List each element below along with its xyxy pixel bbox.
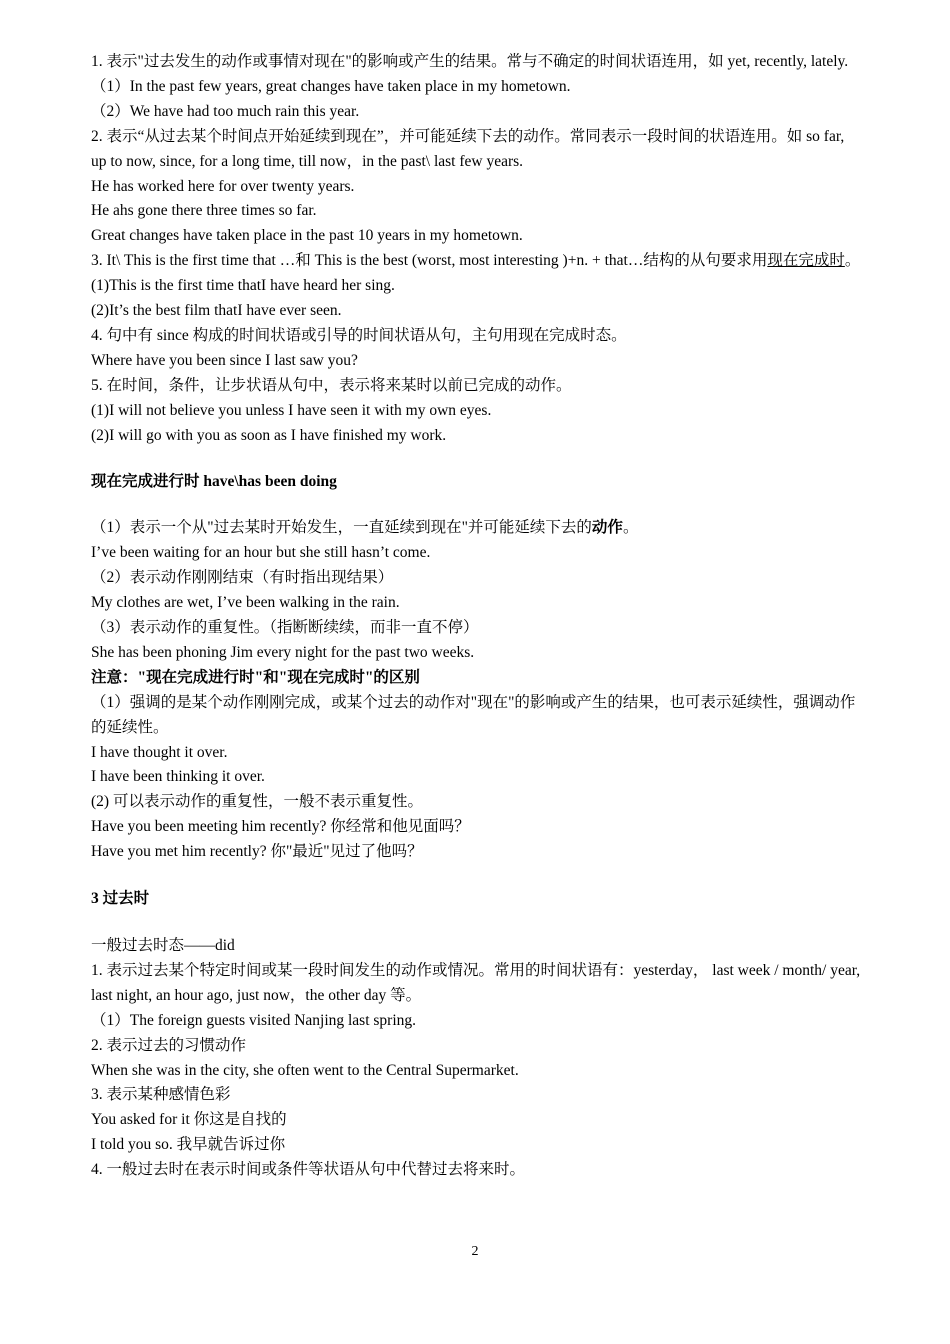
ppc-point1-end: 。: [622, 519, 639, 537]
pp-item2-example2: He ahs gone there three times so far.: [91, 202, 317, 220]
spacer: [91, 495, 861, 517]
ppc-point2: （2）表示动作刚刚结束（有时指出现结果）: [91, 569, 394, 587]
past-item3: 3. 表示某种感情色彩: [91, 1086, 231, 1104]
pp-item2-example3: Great changes have taken place in the past 10 years in my hometown.: [91, 227, 523, 245]
pp-item3-text: 3. It\ This is the first time that …和 This is the best (worst, most interesting )+n. + that…结构的从句要求用: [91, 252, 768, 270]
ppc-point1-example: I’ve been waiting for an hour but she still hasn’t come.: [91, 544, 431, 562]
ppc-note1: （1）强调的是某个动作刚刚完成，或某个过去的动作对"现在"的影响或产生的结果，也可表示延续性，强调动作的延续性。: [91, 693, 856, 736]
ppc-note2: (2) 可以表示动作的重复性，一般不表示重复性。: [91, 793, 423, 811]
past-item1-example: （1）The foreign guests visited Nanjing last spring.: [91, 1011, 417, 1029]
past-item1: 1. 表示过去某个特定时间或某一段时间发生的动作或情况。常用的时间状语有：yesterday， last week / month/ year, last night, an hour ago, just now，the other day 等。: [91, 961, 861, 1004]
pp-item5-example1: (1)I will not believe you unless I have seen it with my own eyes.: [91, 401, 492, 419]
pp-item1-example1: （1）In the past few years, great changes have taken place in my hometown.: [91, 77, 571, 95]
ppc-note-heading: 注意："现在完成进行时"和"现在完成时"的区别: [91, 668, 420, 686]
past-subheading: 一般过去时态——did: [91, 937, 235, 954]
ppc-note2-example1: Have you been meeting him recently? 你经常和他见面吗？: [91, 818, 470, 836]
past-item3-example2: I told you so. 我早就告诉过你: [91, 1136, 286, 1154]
pp-item5: 5. 在时间，条件，让步状语从句中，表示将来某时以前已完成的动作。: [91, 376, 572, 394]
pp-item4: 4. 句中有 since 构成的时间状语或引导的时间状语从句，主句用现在完成时态。: [91, 326, 627, 344]
past-heading: 3 过去时: [91, 890, 150, 908]
spacer: [91, 865, 861, 887]
ppc-point1: [91, 516, 861, 541]
pp-item3-end: 。: [844, 252, 861, 270]
ppc-heading: 现在完成进行时 have\has been doing: [91, 473, 337, 490]
ppc-point3: （3）表示动作的重复性。（指断断续续，而非一直不停）: [91, 619, 479, 637]
pp-item3-example2: (2)It’s the best film thatI have ever seen.: [91, 302, 342, 320]
pp-item4-example1: Where have you been since I last saw you?: [91, 351, 358, 369]
ppc-point3-example: She has been phoning Jim every night for the past two weeks.: [91, 643, 475, 661]
page-content: [91, 50, 861, 1183]
ppc-note2-example2: Have you met him recently? 你"最近"见过了他吗？: [91, 843, 423, 861]
pp-item3: [91, 249, 861, 274]
pp-item1-example2: （2）We have had too much rain this year.: [91, 102, 360, 120]
ppc-point2-example: My clothes are wet, I’ve been walking in the rain.: [91, 594, 400, 612]
ppc-point1-text: （1）表示一个从"过去某时开始发生，一直延续到现在"并可能延续下去的: [91, 519, 592, 537]
pp-item3-example1: (1)This is the first time thatI have heard her sing.: [91, 277, 395, 295]
pp-item5-example2: (2)I will go with you as soon as I have finished my work.: [91, 426, 447, 444]
ppc-note1-example2: I have been thinking it over.: [91, 768, 265, 786]
past-item3-example1: You asked for it 你这是自找的: [91, 1111, 287, 1129]
ppc-note1-example1: I have thought it over.: [91, 743, 228, 761]
pp-item2: 2. 表示“从过去某个时间点开始延续到现在”，并可能延续下去的动作。常同表示一段时间的状语连用。如 so far, up to now, since, for a long time, till now，in the past\ last few years.: [91, 127, 845, 170]
pp-item3-underlined: 现在完成时: [767, 252, 845, 270]
pp-item1: 1. 表示"过去发生的动作或事情对现在"的影响或产生的结果。常与不确定的时间状语连用，如 yet, recently, lately.: [91, 53, 849, 70]
page-number: 2: [471, 1244, 479, 1259]
past-item2-example: When she was in the city, she often went to the Central Supermarket.: [91, 1061, 519, 1079]
past-item4: 4. 一般过去时在表示时间或条件等状语从句中代替过去将来时。: [91, 1161, 526, 1179]
pp-item2-example1: He has worked here for over twenty years.: [91, 177, 355, 195]
spacer: [91, 449, 861, 471]
ppc-point1-bold: 动作: [591, 519, 623, 537]
spacer: [91, 912, 861, 934]
past-item2: 2. 表示过去的习惯动作: [91, 1036, 247, 1054]
